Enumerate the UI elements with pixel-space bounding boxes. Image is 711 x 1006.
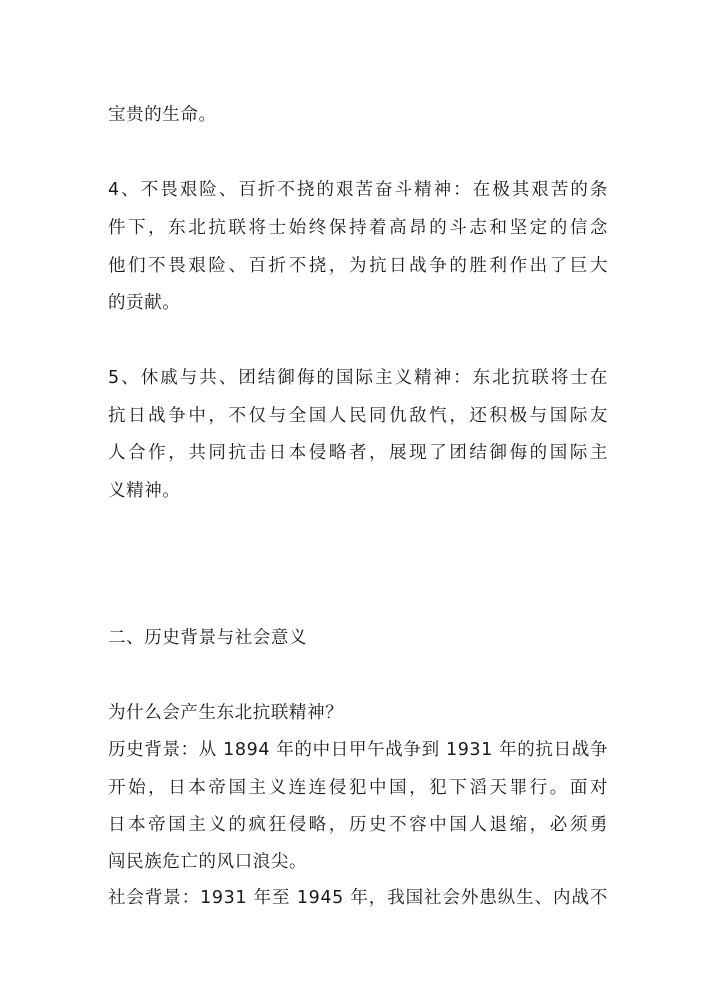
text-line: 人合作，共同抗击日本侵略者，展现了团结御侮的国际主 bbox=[108, 443, 608, 463]
section-heading: 二、历史背景与社会意义 bbox=[108, 628, 308, 648]
text-line: 历史背景：从 1894 年的中日甲午战争到 1931 年的抗日战争 bbox=[108, 740, 608, 760]
text-line: 义精神。 bbox=[108, 481, 181, 501]
text-line: 抗日战争中，不仅与全国人民同仇敌忾，还积极与国际友 bbox=[108, 406, 608, 426]
text-line: 件下，东北抗联将士始终保持着高昂的斗志和坚定的信念 bbox=[108, 218, 608, 238]
text-line: 5、休戚与共、团结御侮的国际主义精神：东北抗联将士在 bbox=[108, 368, 608, 388]
text-line: 日本帝国主义的疯狂侵略，历史不容中国人退缩，必须勇 bbox=[108, 815, 608, 835]
question-heading: 为什么会产生东北抗联精神？ bbox=[108, 703, 344, 723]
text-line: 社会背景：1931 年至 1945 年，我国社会外患纵生、内战不 bbox=[108, 888, 608, 908]
text-line: 他们不畏艰险、百折不挠，为抗日战争的胜利作出了巨大 bbox=[108, 256, 608, 276]
text-line: 宝贵的生命。 bbox=[108, 105, 217, 125]
text-line: 的贡献。 bbox=[108, 293, 181, 313]
text-line: 4、不畏艰险、百折不挠的艰苦奋斗精神：在极其艰苦的条 bbox=[108, 180, 608, 200]
text-line: 开始，日本帝国主义连连侵犯中国，犯下滔天罪行。面对 bbox=[108, 778, 608, 798]
text-line: 闯民族危亡的风口浪尖。 bbox=[108, 852, 308, 872]
